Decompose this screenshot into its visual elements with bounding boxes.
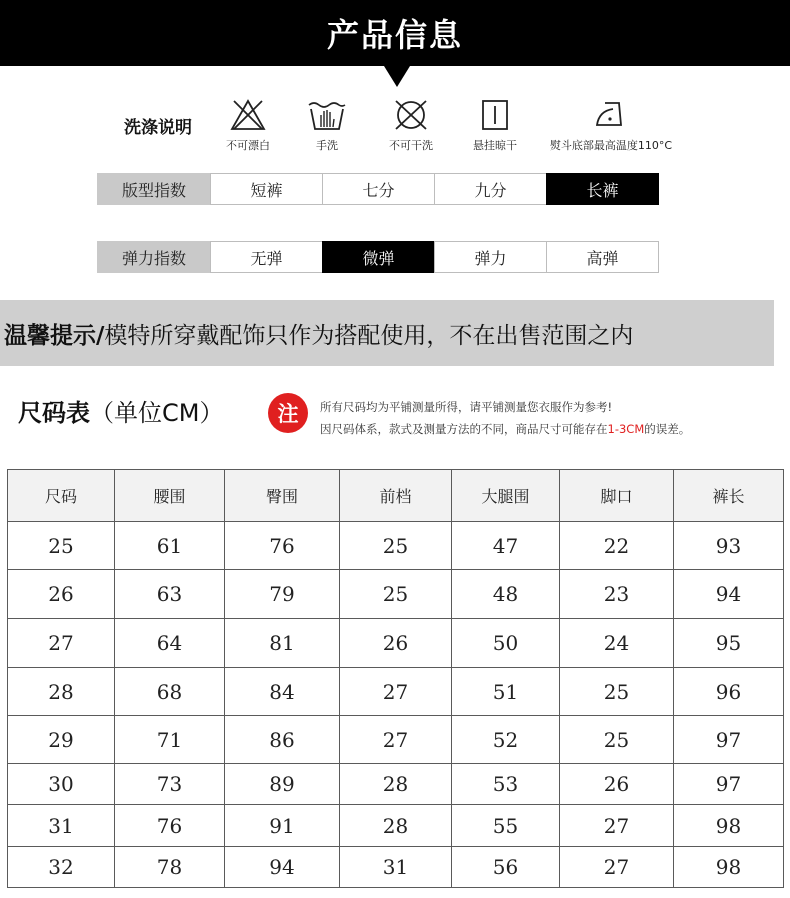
- no-dry-clean-icon: [391, 97, 431, 133]
- column-header: 尺码: [8, 470, 115, 522]
- table-cell: 97: [674, 764, 784, 805]
- page-title: 产品信息: [326, 16, 463, 54]
- table-row: [8, 716, 784, 764]
- table-cell: 51: [452, 668, 560, 716]
- table-row: [8, 668, 784, 716]
- tip-text: 模特所穿戴配饰只作为搭配使用，不在出售范围之内: [104, 322, 634, 349]
- table-body: [8, 522, 784, 888]
- column-header: 前档: [340, 470, 452, 522]
- table-cell: 63: [115, 570, 225, 619]
- table-cell: 64: [115, 619, 225, 668]
- stretch-index-row: [97, 241, 659, 273]
- table-cell: 98: [674, 847, 784, 888]
- table-cell: 31: [340, 847, 452, 888]
- table-cell: 25: [340, 570, 452, 619]
- no-bleach-icon: [228, 97, 268, 133]
- wash-item-no-dry-clean: [380, 97, 442, 153]
- table-row: [8, 847, 784, 888]
- table-cell: 73: [115, 764, 225, 805]
- washing-title: 洗涤说明: [124, 118, 192, 138]
- table-cell: 91: [225, 805, 340, 847]
- wash-label: 熨斗底部最高温度110°C: [549, 139, 673, 152]
- size-note-line-2: [320, 418, 690, 440]
- size-note-line-2a: 因尺码体系，款式及测量方法的不同，商品尺寸可能存在: [320, 422, 608, 436]
- size-chart-title-bold: 尺码表: [18, 399, 90, 427]
- column-header: 臀围: [225, 470, 340, 522]
- table-cell: 25: [560, 716, 674, 764]
- size-table: [7, 469, 784, 888]
- table-cell: 27: [340, 716, 452, 764]
- wash-item-no-bleach: [220, 97, 276, 153]
- column-header: 腰围: [115, 470, 225, 522]
- table-cell: 26: [340, 619, 452, 668]
- table-cell: 30: [8, 764, 115, 805]
- fit-index-label: 版型指数: [97, 173, 211, 205]
- table-header-row: [8, 470, 784, 522]
- table-row: [8, 522, 784, 570]
- table-cell: 27: [560, 847, 674, 888]
- table-cell: 68: [115, 668, 225, 716]
- hand-wash-icon: [305, 97, 349, 133]
- table-cell: 31: [8, 805, 115, 847]
- wash-item-hand-wash: [299, 97, 355, 153]
- table-row: [8, 805, 784, 847]
- table-cell: 93: [674, 522, 784, 570]
- table-cell: 79: [225, 570, 340, 619]
- table-cell: 28: [340, 764, 452, 805]
- table-cell: 23: [560, 570, 674, 619]
- table-cell: 25: [340, 522, 452, 570]
- table-row: [8, 764, 784, 805]
- size-chart-unit: （单位CM）: [90, 399, 224, 427]
- wash-label: 悬挂晾干: [473, 139, 517, 152]
- table-cell: 81: [225, 619, 340, 668]
- size-note: [320, 396, 690, 440]
- table-cell: 28: [8, 668, 115, 716]
- size-chart-title: [18, 393, 223, 428]
- table-cell: 26: [560, 764, 674, 805]
- page-header: [0, 0, 790, 66]
- table-row: [8, 619, 784, 668]
- table-cell: 27: [340, 668, 452, 716]
- fit-option-nine: 九分: [434, 173, 547, 205]
- table-cell: 22: [560, 522, 674, 570]
- fit-index-row: [97, 173, 659, 205]
- table-cell: 53: [452, 764, 560, 805]
- table-cell: 96: [674, 668, 784, 716]
- tip-banner: [0, 300, 774, 366]
- size-note-line-2b: 的误差。: [644, 422, 691, 436]
- stretch-index-label: 弹力指数: [97, 241, 211, 273]
- wash-item-hang-dry: [464, 97, 526, 153]
- column-header: 脚口: [560, 470, 674, 522]
- table-cell: 56: [452, 847, 560, 888]
- table-cell: 25: [560, 668, 674, 716]
- table-cell: 28: [340, 805, 452, 847]
- table-cell: 86: [225, 716, 340, 764]
- fit-option-long: 长裤: [546, 173, 659, 205]
- wash-label: 不可漂白: [226, 139, 270, 152]
- wash-label: 不可干洗: [389, 139, 433, 152]
- table-cell: 29: [8, 716, 115, 764]
- table-cell: 24: [560, 619, 674, 668]
- table-row: [8, 570, 784, 619]
- table-cell: 61: [115, 522, 225, 570]
- table-cell: 27: [8, 619, 115, 668]
- note-badge: 注: [268, 393, 308, 433]
- table-cell: 71: [115, 716, 225, 764]
- column-header: 裤长: [674, 470, 784, 522]
- table-cell: 94: [225, 847, 340, 888]
- tip-bold: 温馨提示/: [4, 322, 105, 349]
- table-cell: 25: [8, 522, 115, 570]
- table-cell: 94: [674, 570, 784, 619]
- iron-icon: [591, 97, 631, 133]
- table-cell: 95: [674, 619, 784, 668]
- table-cell: 76: [225, 522, 340, 570]
- table-cell: 78: [115, 847, 225, 888]
- fit-option-seven: 七分: [322, 173, 435, 205]
- table-cell: 50: [452, 619, 560, 668]
- wash-item-iron: [536, 97, 686, 153]
- table-cell: 84: [225, 668, 340, 716]
- table-cell: 89: [225, 764, 340, 805]
- header-arrow: [384, 66, 410, 87]
- table-cell: 52: [452, 716, 560, 764]
- column-header: 大腿围: [452, 470, 560, 522]
- stretch-option-high: 高弹: [546, 241, 659, 273]
- size-note-error-range: 1-3CM: [607, 422, 645, 436]
- table-cell: 32: [8, 847, 115, 888]
- table-cell: 27: [560, 805, 674, 847]
- table-cell: 98: [674, 805, 784, 847]
- size-note-line-1: 所有尺码均为平铺测量所得，请平铺测量您衣服作为参考!: [320, 400, 613, 414]
- table-cell: 97: [674, 716, 784, 764]
- hang-dry-icon: [475, 97, 515, 133]
- table-cell: 26: [8, 570, 115, 619]
- table-cell: 47: [452, 522, 560, 570]
- wash-label: 手洗: [316, 139, 338, 152]
- fit-option-shorts: 短裤: [210, 173, 323, 205]
- stretch-option-none: 无弹: [210, 241, 323, 273]
- stretch-option-slight: 微弹: [322, 241, 435, 273]
- table-cell: 48: [452, 570, 560, 619]
- table-cell: 76: [115, 805, 225, 847]
- stretch-option-stretch: 弹力: [434, 241, 547, 273]
- table-cell: 55: [452, 805, 560, 847]
